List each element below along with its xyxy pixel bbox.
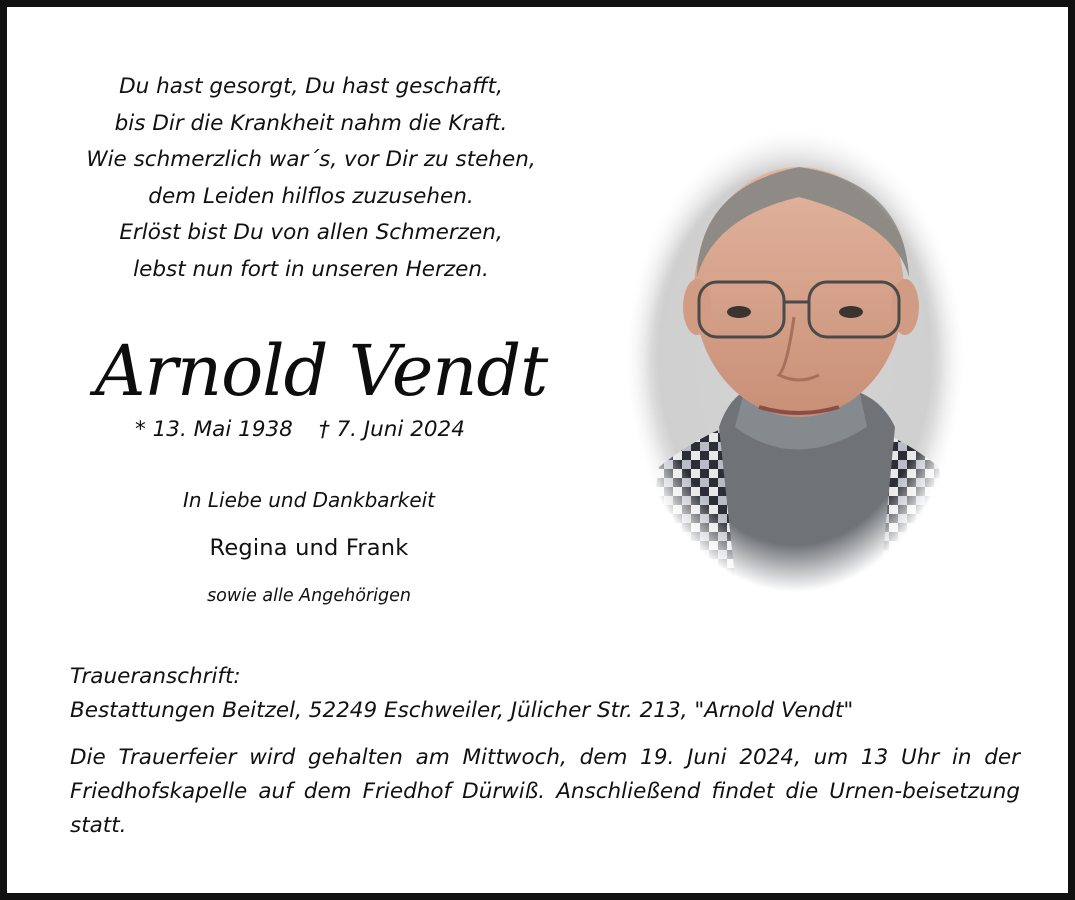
poem-line: Erlöst bist Du von allen Schmerzen, [119,220,503,246]
relatives-line: sowie alle Angehörigen [207,586,411,606]
deceased-name-signature [87,323,557,423]
poem-line: bis Dir die Krankheit nahm die Kraft. [114,110,508,136]
family-names: Regina und Frank [209,535,409,561]
poem-line: dem Leiden hilflos zuzusehen. [148,183,474,209]
address-label: Traueranschrift: [70,664,241,689]
portrait-photo [619,127,971,607]
poem-line: lebst nun fort in unseren Herzen. [133,256,489,282]
poem-line: Du hast gesorgt, Du hast geschafft, [119,74,503,99]
thanks-line: In Liebe und Dankbarkeit [182,488,436,512]
deceased-name: Arnold Vendt [95,330,548,412]
life-dates [135,417,465,442]
memorial-poem [47,69,575,289]
ceremony-details: Die Trauerfeier wird gehalten am Mittwoch, dem 19. Juni 2024, um 13 Uhr in der Friedhofskapelle auf dem Friedhof Dürwiß. Anschließend findet die Urnen-beisetzung statt. [70,745,1020,838]
death-date: † 7. Juni 2024 [318,417,465,442]
birth-date: * 13. Mai 1938 [135,417,293,442]
funeral-home-address: Bestattungen Beitzel, 52249 Eschweiler, Jülicher Str. 213, "Arnold Vendt" [70,698,854,723]
poem-line: Wie schmerzlich war´s, vor Dir zu stehen, [86,147,536,173]
